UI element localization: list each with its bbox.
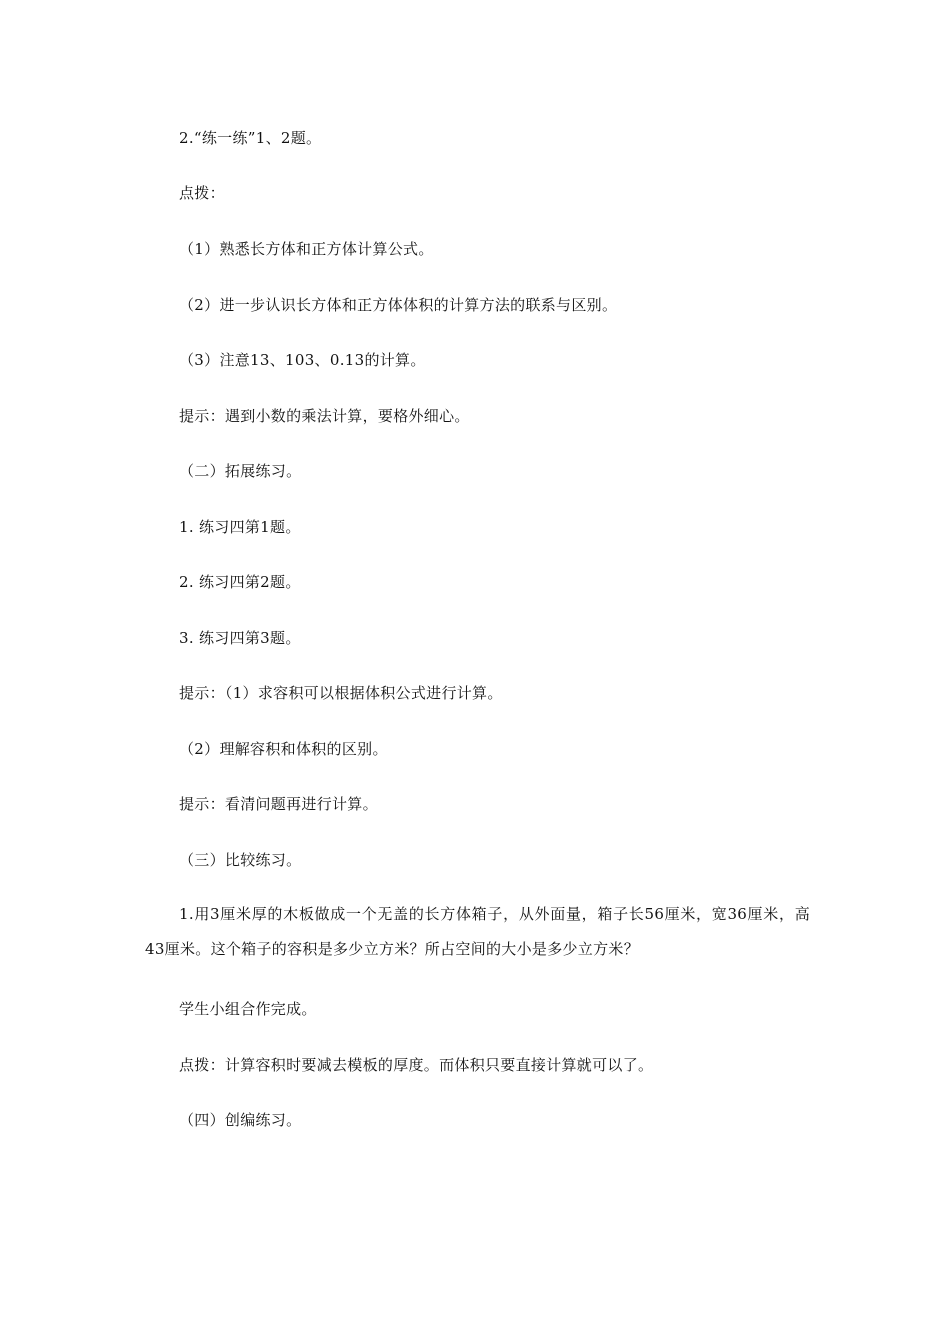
hint-thickness: 点拨：计算容积时要减去模板的厚度。而体积只要直接计算就可以了。 <box>179 1056 654 1074</box>
group-work-note: 学生小组合作完成。 <box>179 1000 317 1018</box>
tip-decimal: 提示：遇到小数的乘法计算，要格外细心。 <box>179 407 470 425</box>
comparison-problem-1: 1.用3厘米厚的木板做成一个无盖的长方体箱子，从外面量，箱子长56厘米，宽36厘米，高43厘米。这个箱子的容积是多少立方米？所占空间的大小是多少立方米？ <box>145 905 810 958</box>
hint-item-2: （2）进一步认识长方体和正方体体积的计算方法的联系与区别。 <box>179 296 618 314</box>
extension-item-1: 1. 练习四第1题。 <box>179 518 301 536</box>
exercise-2-heading: 2.“练一练”1、2题。 <box>179 129 322 147</box>
hint-label: 点拨： <box>179 184 225 202</box>
hint-item-3: （3）注意13、103、0.13的计算。 <box>179 351 426 369</box>
tip-capacity-volume: （2）理解容积和体积的区别。 <box>179 740 388 758</box>
hint-item-1: （1）熟悉长方体和正方体计算公式。 <box>179 240 434 258</box>
tip-volume-formula: 提示：（1）求容积可以根据体积公式进行计算。 <box>179 684 503 702</box>
extension-item-3: 3. 练习四第3题。 <box>179 629 301 647</box>
section-creation-heading: （四）创编练习。 <box>179 1111 302 1129</box>
tip-read-question: 提示：看清问题再进行计算。 <box>179 795 378 813</box>
section-extension-heading: （二）拓展练习。 <box>179 462 302 480</box>
extension-item-2: 2. 练习四第2题。 <box>179 573 301 591</box>
section-comparison-heading: （三）比较练习。 <box>179 851 302 869</box>
